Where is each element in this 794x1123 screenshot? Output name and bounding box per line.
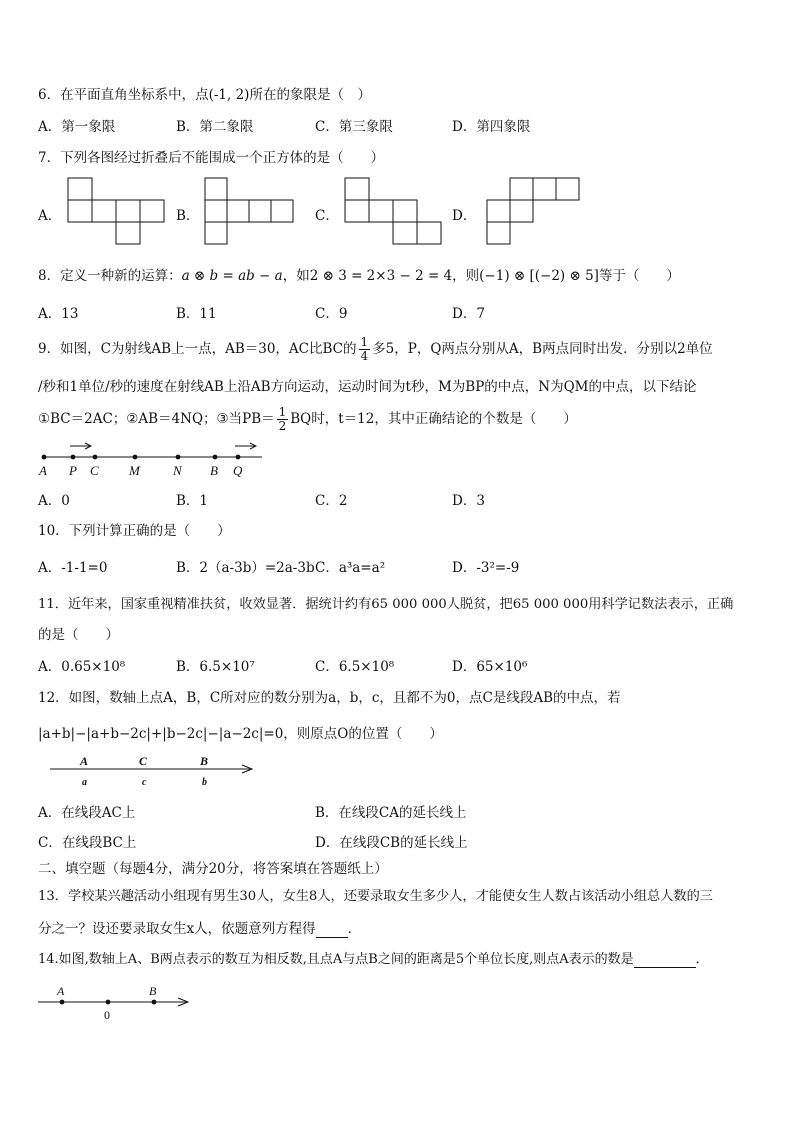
q7-option-d: D．: [452, 208, 477, 224]
section-2-heading: 二、填空题（每题4分，满分20分，将答案填在答题纸上）: [38, 861, 388, 877]
q8-stem-a: 8．定义一种新的运算：: [38, 268, 182, 284]
q8-stem-d: 等于（ ）: [598, 268, 680, 284]
q14-line-end: ．: [695, 952, 709, 967]
q8-option-b: B．11: [176, 306, 217, 322]
q9-label-a: A: [39, 463, 47, 478]
q9-option-d: D．3: [452, 493, 485, 509]
q12-value-c: c: [142, 777, 147, 788]
q8-example: 2 ⊗ 3 = 2×3 − 2 = 4: [309, 268, 453, 284]
q8-definition: a ⊗ b = ab − a: [181, 268, 283, 284]
q12-number-line: [44, 753, 260, 791]
q9-fraction-2-den: 2: [278, 419, 287, 433]
q9-dot-m: [133, 455, 138, 460]
q9-label-p: P: [69, 463, 77, 478]
q14-line: [38, 948, 709, 968]
q6-stem: 6．在平面直角坐标系中，点(-1, 2)所在的象限是（ ）: [38, 87, 371, 103]
q12-line-2: |a+b|−|a+b−2c|+|b−2c|−|a−2c|=0，则原点O的位置（ ）: [38, 726, 443, 742]
q8-stem: [38, 264, 680, 284]
q9-line-1-b: 多5，P，Q两点分别从A，B两点同时出发．分别以2单位: [372, 341, 713, 357]
q9-fraction-1-num: 1: [360, 335, 369, 349]
q11-option-b: B．6.5×10⁷: [176, 659, 255, 675]
q9-option-c: C．2: [315, 493, 348, 509]
q9-fraction-2: [277, 406, 289, 433]
q14-number-line: [34, 982, 194, 1024]
q12-label-c: C: [139, 754, 148, 768]
q9-line-2: /秒和1单位/秒的速度在射线AB上沿AB方向运动，运动时间为t秒，M为BP的中点，N为QM的中点，以下结论: [38, 379, 697, 395]
q12-line-1: 12．如图，数轴上点A，B，C所对应的数分别为a，b，c，且都不为0，点C是线段AB的中点，若: [38, 690, 621, 706]
q11-line-2: 的是（ ）: [38, 627, 119, 643]
q14-dot-origin: [106, 1000, 111, 1005]
q9-line-1-a: 9．如图，C为射线AB上一点，AB＝30，AC比BC的: [38, 341, 357, 357]
q6-option-c: C．第三象限: [315, 119, 393, 135]
q9-ray-diagram: [30, 438, 270, 480]
q14-label-a: A: [57, 984, 65, 998]
q10-option-a: A．-1-1=0: [38, 560, 108, 576]
q13-line-2-end: ．: [347, 921, 362, 937]
q10-option-b: B．2（a-3b）=2a-3b: [176, 560, 315, 576]
cube-net-b: [205, 178, 293, 244]
q10-option-c: C．a³a=a²: [315, 560, 386, 576]
q6-option-d: D．第四象限: [452, 119, 531, 135]
q10-option-d: D．-3²=-9: [452, 560, 520, 576]
q14-dot-b: [152, 1000, 157, 1005]
q7-option-a: A．: [38, 208, 62, 224]
q7-option-c: C．: [315, 208, 339, 224]
q8-stem-b: ，如: [282, 268, 310, 284]
q9-line-3: [38, 406, 577, 433]
q9-dot-b: [213, 455, 218, 460]
q14-answer-blank: [634, 952, 696, 968]
q10-stem: 10．下列计算正确的是（ ）: [38, 523, 231, 539]
q9-arrow-p: [70, 443, 91, 449]
q9-dot-n: [176, 455, 181, 460]
q9-label-q: Q: [233, 463, 243, 478]
q13-line-1: 13．学校某兴趣活动小组现有男生30人，女生8人，还要录取女生多少人，才能使女生人数占该活动小组总人数的三: [38, 889, 713, 904]
q9-dot-p: [71, 455, 76, 460]
q8-option-d: D．7: [452, 306, 485, 322]
q13-answer-blank: [316, 921, 348, 938]
q12-value-a: a: [82, 777, 87, 788]
q9-dot-c: [93, 455, 98, 460]
q6-option-a: A．第一象限: [38, 119, 116, 135]
q11-option-a: A．0.65×10⁸: [38, 659, 126, 675]
cube-net-figures: [60, 170, 580, 246]
q12-option-b: B．在线段CA的延长线上: [315, 805, 467, 821]
q12-option-a: A．在线段AC上: [38, 805, 136, 821]
q14-line-text: 14.如图,数轴上A、B两点表示的数互为相反数,且点A与点B之间的距离是5个单位长度,则点A表示的数是: [38, 952, 634, 967]
cube-net-a: [68, 178, 164, 244]
q9-line-1: [38, 336, 713, 363]
q12-option-d: D．在线段CB的延长线上: [315, 835, 468, 851]
q13-line-2: [38, 917, 361, 938]
q14-label-b: B: [149, 984, 157, 998]
q9-fraction-1: [359, 336, 371, 363]
q11-option-d: D．65×10⁶: [452, 659, 528, 675]
q12-option-c: C．在线段BC上: [38, 835, 137, 851]
q9-label-b: B: [210, 463, 218, 478]
q7-stem: 7．下列各图经过折叠后不能围成一个正方体的是（ ）: [38, 150, 385, 166]
q7-option-b: B．: [176, 208, 200, 224]
q8-stem-c: ，则: [452, 268, 480, 284]
q8-expression: (−1) ⊗ [(−2) ⊗ 5]: [479, 268, 599, 284]
q8-option-a: A．13: [38, 306, 79, 322]
q14-dot-a: [60, 1000, 65, 1005]
q13-line-2-text: 分之一？设还要录取女生x人，依题意列方程得: [38, 921, 316, 937]
q12-value-b: b: [202, 777, 207, 788]
q9-fraction-1-den: 4: [360, 349, 369, 363]
q9-dot-a: [42, 455, 47, 460]
cube-net-d: [487, 178, 579, 244]
q9-label-n: N: [173, 463, 182, 478]
q6-option-b: B．第二象限: [176, 119, 254, 135]
q11-option-c: C．6.5×10⁸: [315, 659, 395, 675]
q9-line-3-b: BQ时，t＝12，其中正确结论的个数是（ ）: [290, 411, 577, 427]
q11-line-1: 11．近年来，国家重视精准扶贫，收效显著．据统计约有65 000 000人脱贫，把65 000 000用科学记数法表示，正确: [38, 597, 734, 612]
q9-line-3-a: ①BC＝2AC；②AB＝4NQ；③当PB＝: [38, 411, 275, 427]
q9-dot-q: [236, 455, 241, 460]
q12-label-a: A: [80, 754, 89, 768]
q12-label-b: B: [200, 754, 209, 768]
q9-option-a: A．0: [38, 493, 70, 509]
cube-net-c: [345, 178, 441, 244]
q9-fraction-2-num: 1: [278, 405, 287, 419]
q9-option-b: B．1: [176, 493, 209, 509]
q8-option-c: C．9: [315, 306, 348, 322]
q9-label-m: M: [129, 463, 140, 478]
q9-label-c: C: [90, 463, 99, 478]
q9-arrow-q: [235, 443, 256, 449]
q14-label-origin: 0: [104, 1008, 110, 1022]
